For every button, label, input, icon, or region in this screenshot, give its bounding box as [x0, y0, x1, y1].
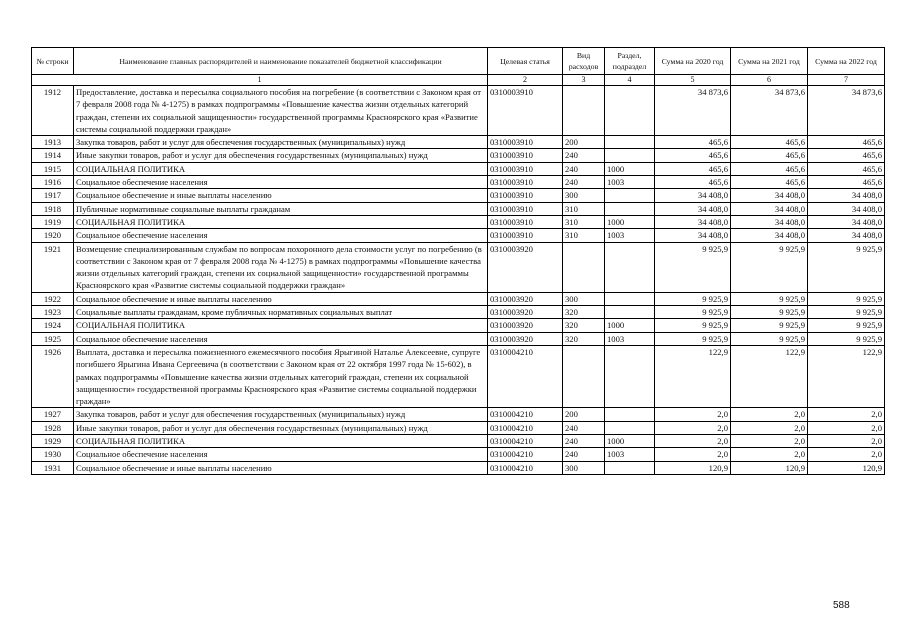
row-sum-2020: 2,0	[655, 435, 731, 448]
row-sum-2020: 465,6	[655, 136, 731, 149]
column-number: 7	[808, 75, 885, 86]
table-row	[32, 242, 885, 292]
row-expense-type: 300	[563, 461, 605, 474]
row-number: 1930	[32, 448, 74, 461]
table-row	[32, 189, 885, 202]
row-target-code: 0310004210	[488, 421, 563, 434]
table-row	[32, 408, 885, 421]
row-expense-type: 240	[563, 149, 605, 162]
row-expense-type: 320	[563, 306, 605, 319]
row-sum-2020: 9 925,9	[655, 319, 731, 332]
row-name: Социальное обеспечение населения	[74, 176, 488, 189]
row-target-code: 0310003910	[488, 189, 563, 202]
row-expense-type	[563, 345, 605, 407]
table-row	[32, 176, 885, 189]
row-target-code: 0310003910	[488, 202, 563, 215]
row-sum-2020: 9 925,9	[655, 242, 731, 292]
table-row	[32, 332, 885, 345]
row-section: 1000	[605, 215, 655, 228]
row-name: Публичные нормативные социальные выплаты гражданам	[74, 202, 488, 215]
row-expense-type: 320	[563, 319, 605, 332]
row-number: 1912	[32, 86, 74, 136]
row-section: 1000	[605, 319, 655, 332]
table-row	[32, 435, 885, 448]
row-number: 1920	[32, 229, 74, 242]
row-name: Предоставление, доставка и пересылка социального пособия на погребение (в соответствии с Законом края от 7 февраля 2008 года № 4-1275) в рамках подпрограммы «Повышение качества жизни отдельных категорий граждан, степени их социальной защищенности» государственной программы Красноярского края «Развитие системы социальной поддержки граждан»	[74, 86, 488, 136]
table-row	[32, 162, 885, 175]
row-sum-2021: 465,6	[731, 176, 808, 189]
row-section	[605, 306, 655, 319]
row-sum-2022: 9 925,9	[808, 306, 885, 319]
row-name: Социальное обеспечение и иные выплаты населению	[74, 461, 488, 474]
row-name: Выплата, доставка и пересылка пожизненного ежемесячного пособия Ярыгиной Наталье Алексеевне, супруге погибшего Ярыгина Ивана Сергеевича (в соответствии с Законом края от 22 октября 1997 года № 15-602), в рамках подпрограммы «Повышение качества жизни отдельных категорий граждан, степени их социальной защищенности» государственной программы Красноярского края «Развитие системы социальной поддержки граждан»	[74, 345, 488, 407]
row-sum-2020: 34 873,6	[655, 86, 731, 136]
row-section: 1000	[605, 435, 655, 448]
table-row	[32, 86, 885, 136]
row-name: Социальное обеспечение населения	[74, 448, 488, 461]
row-target-code: 0310003910	[488, 215, 563, 228]
row-target-code: 0310003920	[488, 292, 563, 305]
row-sum-2022: 465,6	[808, 136, 885, 149]
table-row	[32, 229, 885, 242]
row-name: СОЦИАЛЬНАЯ ПОЛИТИКА	[74, 162, 488, 175]
row-name: СОЦИАЛЬНАЯ ПОЛИТИКА	[74, 319, 488, 332]
header-sum-2020: Сумма на 2020 год	[655, 48, 731, 75]
budget-table	[31, 47, 885, 475]
row-sum-2020: 2,0	[655, 421, 731, 434]
row-section: 1003	[605, 176, 655, 189]
row-sum-2021: 34 408,0	[731, 189, 808, 202]
table-row	[32, 345, 885, 407]
row-section	[605, 202, 655, 215]
row-sum-2022: 9 925,9	[808, 319, 885, 332]
row-name: СОЦИАЛЬНАЯ ПОЛИТИКА	[74, 435, 488, 448]
row-number: 1926	[32, 345, 74, 407]
header-target: Целевая статья	[488, 48, 563, 75]
table-row	[32, 202, 885, 215]
row-sum-2021: 2,0	[731, 421, 808, 434]
row-sum-2022: 2,0	[808, 448, 885, 461]
column-number: 4	[605, 75, 655, 86]
row-target-code: 0310004210	[488, 461, 563, 474]
header-expense-type: Вид расходов	[563, 48, 605, 75]
row-target-code: 0310003920	[488, 306, 563, 319]
row-number: 1929	[32, 435, 74, 448]
row-section	[605, 242, 655, 292]
header-row-no: № строки	[32, 48, 74, 75]
row-sum-2022: 2,0	[808, 408, 885, 421]
row-name: Закупка товаров, работ и услуг для обеспечения государственных (муниципальных) нужд	[74, 136, 488, 149]
row-name: Социальное обеспечение и иные выплаты населению	[74, 292, 488, 305]
row-sum-2021: 465,6	[731, 136, 808, 149]
row-sum-2021: 34 408,0	[731, 229, 808, 242]
row-number: 1931	[32, 461, 74, 474]
row-number: 1917	[32, 189, 74, 202]
row-sum-2021: 9 925,9	[731, 292, 808, 305]
row-section	[605, 189, 655, 202]
row-sum-2022: 122,9	[808, 345, 885, 407]
row-number: 1928	[32, 421, 74, 434]
table-row	[32, 306, 885, 319]
row-target-code: 0310004210	[488, 408, 563, 421]
row-sum-2021: 34 408,0	[731, 202, 808, 215]
row-name: Социальные выплаты гражданам, кроме публичных нормативных социальных выплат	[74, 306, 488, 319]
row-target-code: 0310003910	[488, 149, 563, 162]
row-number: 1916	[32, 176, 74, 189]
row-section	[605, 408, 655, 421]
row-name: СОЦИАЛЬНАЯ ПОЛИТИКА	[74, 215, 488, 228]
row-section	[605, 461, 655, 474]
row-sum-2021: 9 925,9	[731, 319, 808, 332]
row-sum-2020: 465,6	[655, 149, 731, 162]
table-body	[32, 86, 885, 475]
row-sum-2022: 34 873,6	[808, 86, 885, 136]
row-sum-2022: 2,0	[808, 435, 885, 448]
row-target-code: 0310003920	[488, 332, 563, 345]
row-number: 1918	[32, 202, 74, 215]
row-sum-2020: 34 408,0	[655, 189, 731, 202]
row-sum-2020: 34 408,0	[655, 215, 731, 228]
header-name: Наименование главных распорядителей и наименование показателей бюджетной классификации	[74, 48, 488, 75]
table-row	[32, 461, 885, 474]
row-sum-2021: 2,0	[731, 435, 808, 448]
row-section	[605, 421, 655, 434]
row-sum-2020: 9 925,9	[655, 332, 731, 345]
row-section	[605, 86, 655, 136]
row-number: 1924	[32, 319, 74, 332]
row-sum-2021: 9 925,9	[731, 242, 808, 292]
row-sum-2021: 9 925,9	[731, 332, 808, 345]
row-target-code: 0310004210	[488, 448, 563, 461]
row-target-code: 0310003910	[488, 176, 563, 189]
header-section: Раздел, подраздел	[605, 48, 655, 75]
row-expense-type: 200	[563, 408, 605, 421]
column-number: 6	[731, 75, 808, 86]
row-target-code: 0310004210	[488, 345, 563, 407]
row-expense-type: 300	[563, 189, 605, 202]
row-target-code: 0310003920	[488, 319, 563, 332]
column-number-row	[32, 75, 885, 86]
header-row	[32, 48, 885, 75]
row-expense-type: 240	[563, 421, 605, 434]
row-sum-2022: 34 408,0	[808, 229, 885, 242]
row-sum-2020: 34 408,0	[655, 229, 731, 242]
row-sum-2021: 122,9	[731, 345, 808, 407]
table-row	[32, 136, 885, 149]
row-sum-2020: 465,6	[655, 176, 731, 189]
row-sum-2021: 34 873,6	[731, 86, 808, 136]
row-name: Социальное обеспечение населения	[74, 229, 488, 242]
column-number: 3	[563, 75, 605, 86]
row-sum-2022: 9 925,9	[808, 242, 885, 292]
row-expense-type	[563, 242, 605, 292]
row-section	[605, 345, 655, 407]
table-row	[32, 319, 885, 332]
row-number: 1915	[32, 162, 74, 175]
row-expense-type: 240	[563, 176, 605, 189]
table-row	[32, 421, 885, 434]
table-row	[32, 215, 885, 228]
row-sum-2020: 9 925,9	[655, 306, 731, 319]
row-section: 1003	[605, 332, 655, 345]
row-name: Социальное обеспечение населения	[74, 332, 488, 345]
row-sum-2020: 9 925,9	[655, 292, 731, 305]
row-target-code: 0310003920	[488, 242, 563, 292]
row-sum-2020: 2,0	[655, 408, 731, 421]
row-sum-2022: 465,6	[808, 149, 885, 162]
row-name: Возмещение специализированным службам по вопросам похоронного дела стоимости услуг по погребению (в соответствии с Законом края от 7 февраля 2008 года № 4-1275) в рамках подпрограммы «Повышение качества жизни отдельных категорий граждан, степени их социальной защищенности» государственной программы Красноярского края «Развитие системы социальной поддержки граждан»	[74, 242, 488, 292]
row-section: 1003	[605, 448, 655, 461]
row-sum-2021: 34 408,0	[731, 215, 808, 228]
row-number: 1919	[32, 215, 74, 228]
row-section: 1000	[605, 162, 655, 175]
row-sum-2021: 465,6	[731, 149, 808, 162]
table-row	[32, 292, 885, 305]
table-row	[32, 448, 885, 461]
header-sum-2021: Сумма на 2021 год	[731, 48, 808, 75]
row-expense-type: 200	[563, 136, 605, 149]
row-target-code: 0310003910	[488, 86, 563, 136]
row-sum-2020: 120,9	[655, 461, 731, 474]
row-sum-2020: 122,9	[655, 345, 731, 407]
row-sum-2022: 34 408,0	[808, 215, 885, 228]
row-section	[605, 149, 655, 162]
row-target-code: 0310003910	[488, 229, 563, 242]
row-expense-type	[563, 86, 605, 136]
column-number: 2	[488, 75, 563, 86]
row-number: 1927	[32, 408, 74, 421]
column-number: 5	[655, 75, 731, 86]
row-sum-2021: 9 925,9	[731, 306, 808, 319]
row-expense-type: 240	[563, 435, 605, 448]
row-expense-type: 240	[563, 162, 605, 175]
row-sum-2021: 2,0	[731, 408, 808, 421]
row-sum-2020: 34 408,0	[655, 202, 731, 215]
row-sum-2021: 465,6	[731, 162, 808, 175]
row-sum-2021: 120,9	[731, 461, 808, 474]
row-number: 1914	[32, 149, 74, 162]
row-name: Иные закупки товаров, работ и услуг для обеспечения государственных (муниципальных) нужд	[74, 149, 488, 162]
row-sum-2022: 9 925,9	[808, 292, 885, 305]
row-sum-2022: 2,0	[808, 421, 885, 434]
row-sum-2022: 465,6	[808, 176, 885, 189]
header-sum-2022: Сумма на 2022 год	[808, 48, 885, 75]
row-number: 1925	[32, 332, 74, 345]
row-name: Социальное обеспечение и иные выплаты населению	[74, 189, 488, 202]
row-section	[605, 292, 655, 305]
table-row	[32, 149, 885, 162]
row-number: 1913	[32, 136, 74, 149]
row-sum-2021: 2,0	[731, 448, 808, 461]
row-number: 1921	[32, 242, 74, 292]
row-expense-type: 300	[563, 292, 605, 305]
row-sum-2022: 465,6	[808, 162, 885, 175]
row-expense-type: 320	[563, 332, 605, 345]
row-expense-type: 310	[563, 202, 605, 215]
row-expense-type: 310	[563, 229, 605, 242]
row-number: 1923	[32, 306, 74, 319]
row-target-code: 0310003910	[488, 136, 563, 149]
row-section: 1003	[605, 229, 655, 242]
row-expense-type: 240	[563, 448, 605, 461]
row-sum-2020: 465,6	[655, 162, 731, 175]
row-target-code: 0310004210	[488, 435, 563, 448]
row-sum-2022: 9 925,9	[808, 332, 885, 345]
row-expense-type: 310	[563, 215, 605, 228]
row-sum-2022: 120,9	[808, 461, 885, 474]
row-target-code: 0310003910	[488, 162, 563, 175]
row-number: 1922	[32, 292, 74, 305]
row-sum-2022: 34 408,0	[808, 189, 885, 202]
page-number: 588	[833, 600, 850, 611]
row-section	[605, 136, 655, 149]
row-name: Иные закупки товаров, работ и услуг для обеспечения государственных (муниципальных) нужд	[74, 421, 488, 434]
row-name: Закупка товаров, работ и услуг для обеспечения государственных (муниципальных) нужд	[74, 408, 488, 421]
row-sum-2020: 2,0	[655, 448, 731, 461]
column-number: 1	[32, 75, 488, 86]
row-sum-2022: 34 408,0	[808, 202, 885, 215]
